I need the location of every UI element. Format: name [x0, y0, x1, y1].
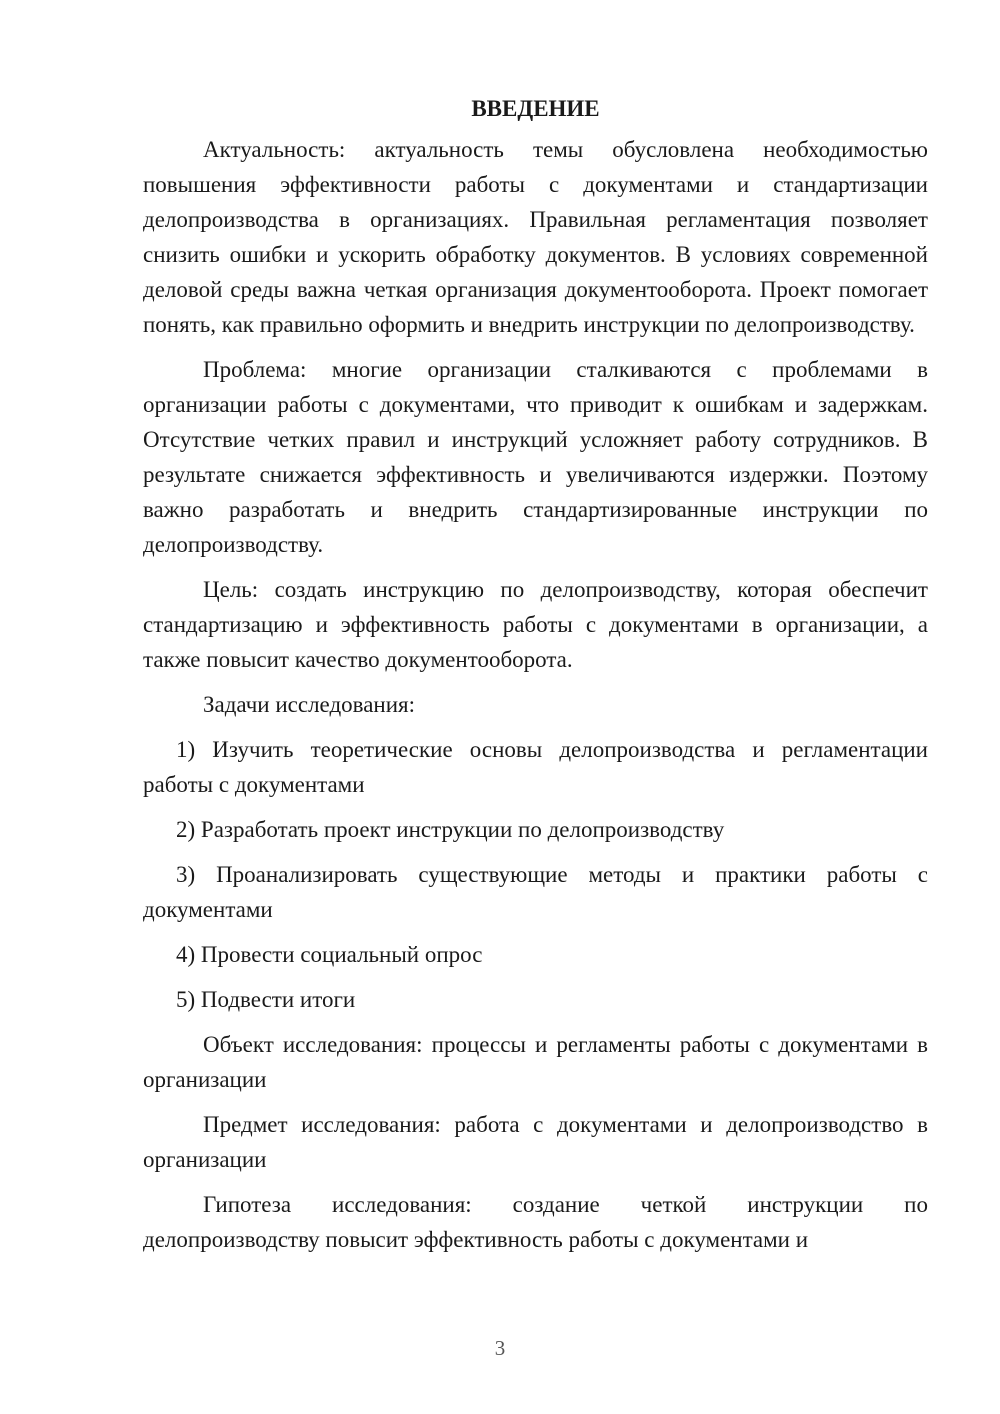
- paragraph-relevance: Актуальность: актуальность темы обусловлена необходимостью повышения эффективности работы с документами и стандартизации делопроизводства в организациях. Правильная регламентация позволяет снизить ошибки и ускорить обработку документов. В условиях современной деловой среды важна четкая организация документооборота. Проект помогает понять, как правильно оформить и внедрить инструкции по делопроизводству.: [143, 137, 928, 337]
- task-item: 5) Подвести итоги: [176, 987, 356, 1012]
- section-title: ВВЕДЕНИЕ: [471, 96, 600, 121]
- paragraph-subject: Предмет исследования: работа с документами и делопроизводство в организации: [143, 1112, 928, 1172]
- paragraph-goal: Цель: создать инструкцию по делопроизводству, которая обеспечит стандартизацию и эффективность работы с документами в организации, а также повысит качество документооборота.: [143, 577, 928, 672]
- task-item: 3) Проанализировать существующие методы и практики работы с документами: [143, 862, 928, 922]
- task-item: 4) Провести социальный опрос: [176, 942, 483, 967]
- page-number: 3: [494, 1336, 506, 1360]
- paragraph-problem: Проблема: многие организации сталкиваются с проблемами в организации работы с документами, что приводит к ошибкам и задержкам. Отсутствие четких правил и инструкций усложняет работу сотрудников. В результате снижается эффективность и увеличиваются издержки. Поэтому важно разработать и внедрить стандартизированные инструкции по делопроизводству.: [143, 357, 928, 557]
- paragraph-hypothesis: Гипотеза исследования: создание четкой инструкции по делопроизводству повысит эффективность работы с документами и: [143, 1192, 928, 1252]
- page-content: [143, 91, 928, 1267]
- task-item: 2) Разработать проект инструкции по делопроизводству: [176, 817, 725, 842]
- tasks-heading: Задачи исследования:: [203, 692, 416, 717]
- paragraph-object: Объект исследования: процессы и регламенты работы с документами в организации: [143, 1032, 928, 1092]
- task-item: 1) Изучить теоретические основы делопроизводства и регламентации работы с документами: [143, 737, 928, 797]
